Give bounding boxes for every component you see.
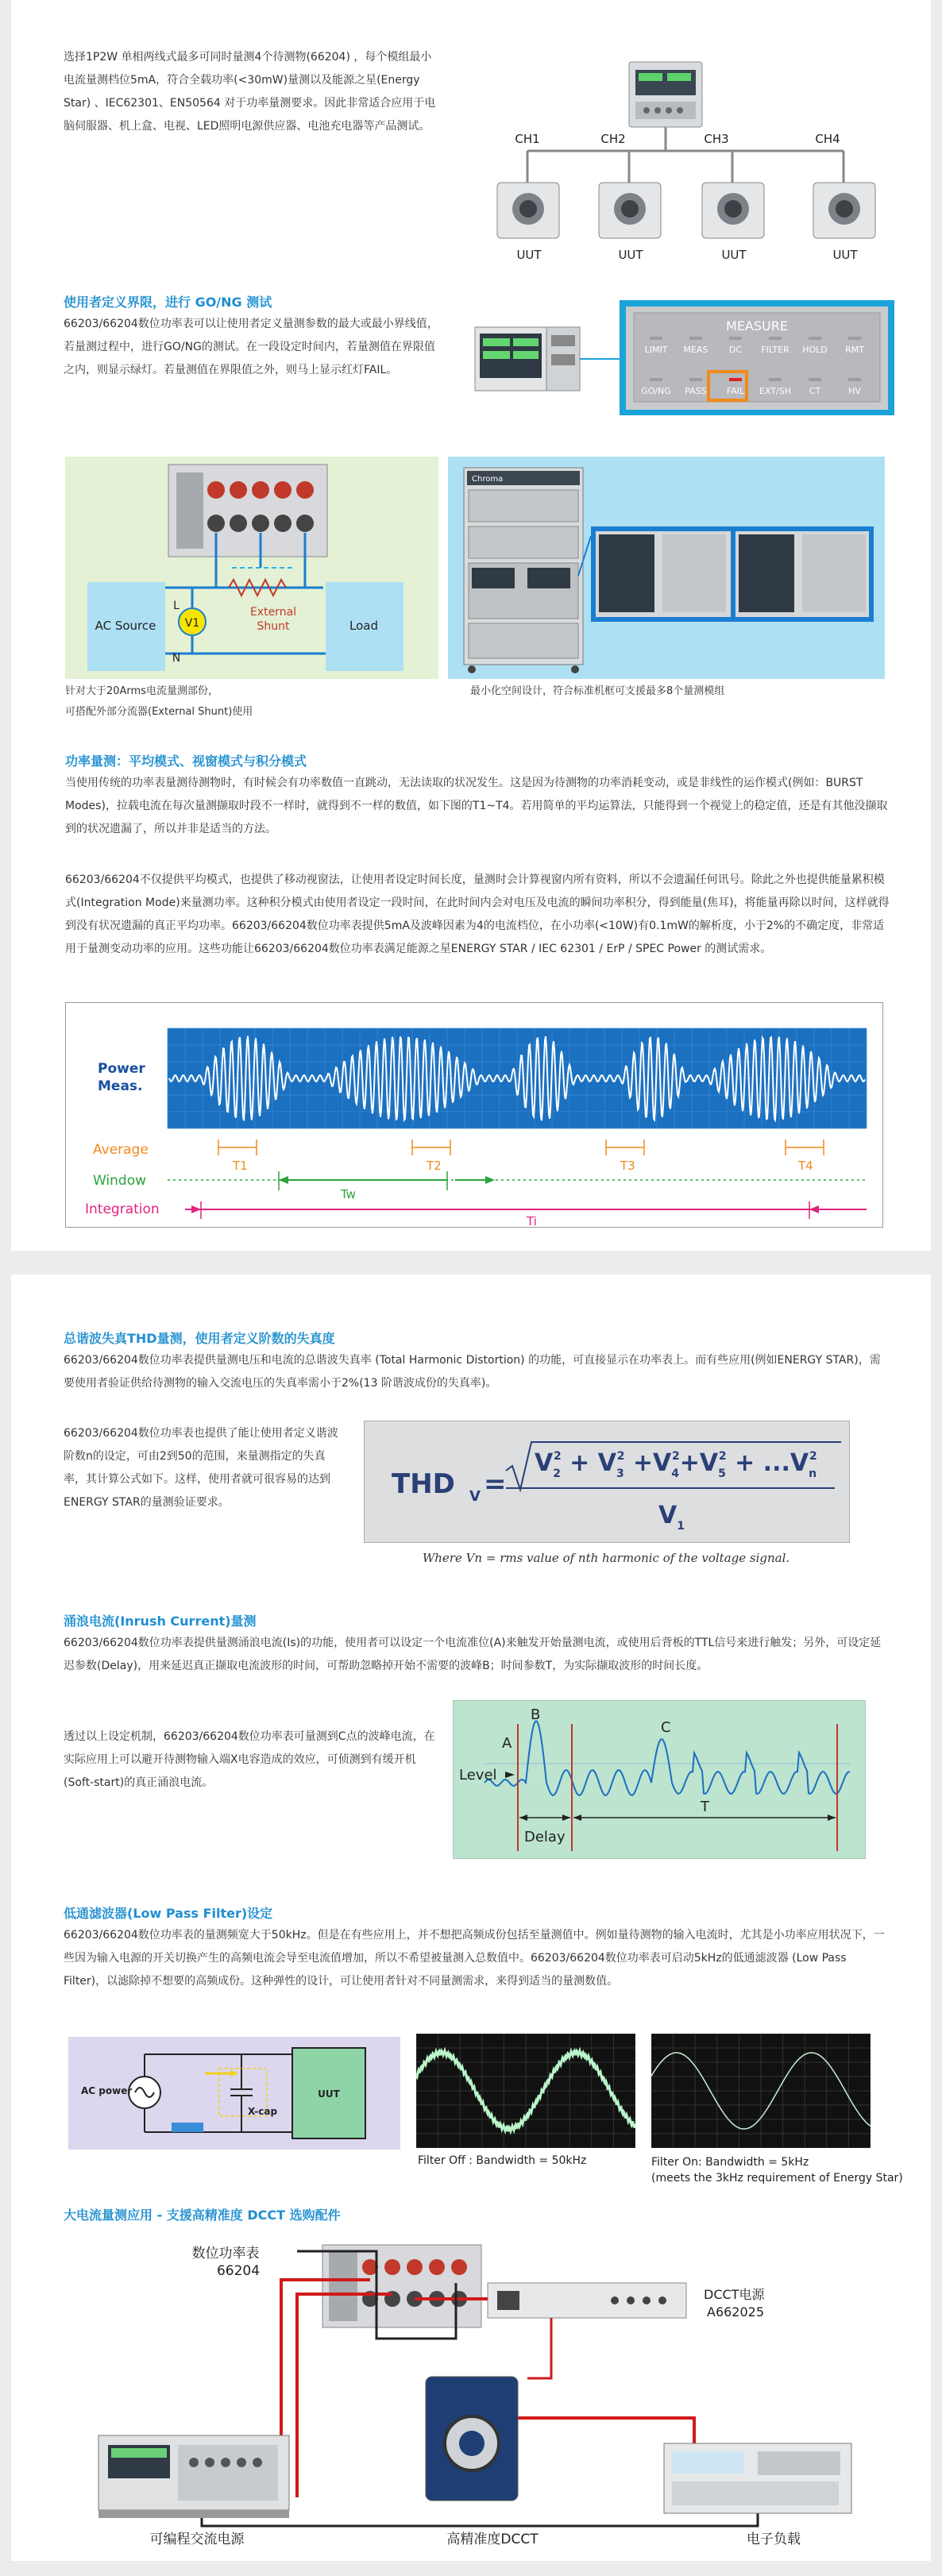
- measure-indicator-label: FAIL: [726, 386, 745, 396]
- multi-channel-diagram: [480, 56, 893, 270]
- measure-indicator-label: EXT/SH: [759, 386, 791, 396]
- thd-formula-note: Where Vn = rms value of nth harmonic of the voltage signal.: [422, 1551, 790, 1565]
- filter-off-scope: [416, 2034, 635, 2148]
- external-shunt-label: External: [249, 606, 297, 619]
- meter-label: 数位功率表: [191, 2246, 260, 2262]
- filter-on-caption: [651, 2154, 903, 2186]
- lpf-circuit-diagram: [68, 2037, 400, 2150]
- measure-indicator-label: FILTER: [761, 345, 790, 355]
- uut-circuit-label: UUT: [318, 2088, 340, 2100]
- measure-led: [689, 378, 702, 381]
- filter-on-caption-line: (meets the 3kHz requirement of Energy Star): [651, 2172, 903, 2185]
- measure-led: [689, 337, 702, 340]
- uut-device-image: [702, 183, 764, 238]
- measure-indicator-label: PASS: [685, 386, 707, 396]
- rack-caption: 最小化空间设计，符合标准机框可支援最多8个量测模组: [470, 685, 725, 697]
- thd-formula-box: [364, 1421, 850, 1543]
- inrush-side-text: 透过以上设定机制，66203/66204数位功率表可量测到C点的波峰电流，在实际应用上可以避开待测物输入端X电容造成的效应，可侦测到有缓开机(Soft-start)的真正涌浪电流。: [64, 1730, 435, 1789]
- measure-indicator-label: HV: [848, 386, 861, 396]
- rack-brand: Chroma: [472, 475, 504, 484]
- inrush-heading: 涌浪电流(Inrush Current)量测: [64, 1614, 257, 1629]
- measure-title: MEASURE: [726, 318, 788, 334]
- load-caption: 电子负载: [747, 2532, 801, 2547]
- t2-label: T2: [427, 1159, 442, 1173]
- power-meas-label: Meas.: [98, 1078, 143, 1094]
- power-modes-heading: 功率量测：平均模式、视窗模式与积分模式: [65, 754, 307, 769]
- svg-text:V1: $V_1$: [658, 1502, 685, 1533]
- measure-led: [848, 337, 861, 340]
- window-label: Window: [93, 1173, 147, 1189]
- ac-source-caption: 可编程交流电源: [149, 2532, 245, 2547]
- dcct-power-label: DCCT电源: [704, 2287, 765, 2302]
- measure-led: [769, 378, 782, 381]
- measure-led: [848, 378, 861, 381]
- measure-indicator-label: CT: [809, 386, 821, 396]
- inrush-a-label: A: [502, 1735, 512, 1752]
- measure-indicator-label: RMT: [845, 345, 864, 355]
- svg-text:=: =: [484, 1468, 507, 1500]
- measure-led: [769, 337, 782, 340]
- integration-label: Integration: [85, 1201, 160, 1217]
- thd-side-text: 66203/66204数位功率表也提供了能让使用者定义谐波阶数n的设定，可由2到50的范围，来量测指定的失真率，其计算公式如下。这样，使用者就可很容易的达到ENERGY STAR的量测验证要求。: [64, 1427, 338, 1509]
- ac-source-label: AC Source: [95, 619, 156, 633]
- shunt-caption-line: 针对大于20Arms电流量测部份，: [65, 685, 218, 697]
- measure-indicator-label: DC: [728, 345, 743, 355]
- average-label: Average: [93, 1142, 149, 1158]
- inrush-b-label: B: [531, 1706, 541, 1723]
- external-shunt-label: Shunt: [257, 620, 290, 633]
- page-two: [11, 1275, 931, 2561]
- formula-subscript: V: [469, 1488, 481, 1505]
- thd-formula: [365, 1421, 849, 1542]
- page-one: [11, 0, 931, 1251]
- power-mode-timing-diagram: [65, 1002, 883, 1228]
- uut-label: UUT: [832, 248, 858, 262]
- shunt-caption-line: 可搭配外部分流器(External Shunt)使用: [65, 706, 253, 718]
- uut-device-image: [813, 183, 875, 238]
- inrush-c-label: C: [661, 1719, 671, 1736]
- x-cap-label: X-cap: [248, 2106, 278, 2117]
- tw-label: Tw: [341, 1187, 356, 1201]
- measure-led: [809, 337, 821, 340]
- line-l-label: L: [173, 600, 180, 612]
- rack-diagram: [448, 457, 885, 679]
- external-shunt-diagram: [65, 457, 438, 679]
- thd-para: 66203/66204数位功率表提供量测电压和电流的总谐波失真率 (Total Harmonic Distortion) 的功能，可直接显示在功率表上。而有些应用(例如ENERGY STAR)，需要使用者验证供给待测物的输入交流电压的失真率需小于2%(13 阶谐波成份的失真率)。: [64, 1354, 881, 1390]
- shunt-caption: [65, 681, 253, 723]
- ac-power-label: AC power: [81, 2085, 133, 2096]
- go-ng-text: 66203/66204数位功率表可以让使用者定义量测参数的最大或最小界线值，若量测过程中，进行GO/NG的测试。在一段设定时间内，若量测值在界限值之内，则显示绿灯。若量测值在界限值之外，则马上显示红灯FAIL。: [64, 318, 438, 376]
- inrush-diagram: [453, 1700, 866, 1859]
- svg-text:V22 + V32 +V42+V52 + ...Vn2: $V_22 + V_32 +V_42+V_52 + ...V_n2$: [535, 1449, 817, 1480]
- measure-led: [729, 378, 742, 381]
- formula-lhs: THD: [392, 1468, 455, 1500]
- meter-model-label: 66204: [216, 2263, 261, 2279]
- measure-led: [729, 337, 742, 340]
- inrush-t-label: T: [701, 1799, 709, 1815]
- measure-indicator-label: HOLD: [802, 345, 828, 355]
- lpf-heading: 低通滤波器(Low Pass Filter)设定: [64, 1906, 273, 1921]
- lpf-para: 66203/66204数位功率表的量测频宽大于50kHz。但是在有些应用上，并不想把高频成份包括至量测值中。例如量待测物的输入电流时，尤其是小功率应用状况下，一些因为输入电源的开关切换产生的高频电流会导至电流值增加，所以不希望被量测入总数值中。66203/66204数位功率表可启动5kHz的低通滤波器 (Low Pass Filter)，以滤除掉不想要的高频成份。这种弹性的设计，可让使用者针对不同量测需求，来得到适当的量测数值。: [64, 1929, 885, 1988]
- measure-indicator-label: LIMIT: [644, 345, 668, 355]
- channel-label: CH2: [600, 132, 626, 146]
- measure-indicator-label: MEAS: [683, 345, 708, 355]
- intro-text: 选择1P2W 单相两线式最多可同时量测4个待测物(66204) ，每个模组最小电流量测档位5mA，符合全载功率(<30mW)量测以及能源之星(Energy Star) 、IEC62301、EN50564 对于功率量测要求。因此非常适合应用于电脑伺服器、机上盒、电视、LED照明电源供应器、电池充电器等产品测试。: [64, 51, 436, 133]
- thd-heading: 总谐波失真THD量测，使用者定义阶数的失真度: [64, 1331, 335, 1346]
- go-ng-heading: 使用者定义界限，进行 GO/NG 测试: [64, 295, 272, 310]
- v1-label: V1: [184, 617, 200, 630]
- measure-led: [809, 378, 821, 381]
- power-meter-image: [629, 62, 702, 127]
- ti-label: Ti: [527, 1214, 537, 1228]
- t4-label: T4: [798, 1159, 813, 1173]
- uut-label: UUT: [721, 248, 747, 262]
- filter-off-caption: Filter Off : Bandwidth = 50kHz: [418, 2154, 587, 2167]
- inrush-level-label: Level: [459, 1767, 497, 1784]
- t3-label: T3: [620, 1159, 635, 1173]
- uut-label: UUT: [516, 248, 542, 262]
- t1-label: T1: [233, 1159, 248, 1173]
- dcct-caption: 高精准度DCCT: [446, 2532, 539, 2547]
- uut-device-image: [599, 183, 661, 238]
- channel-label: CH1: [515, 132, 540, 146]
- dcct-setup-diagram: [59, 2235, 901, 2553]
- uut-device-image: [497, 183, 559, 238]
- power-modes-para2: 66203/66204不仅提供平均模式，也提供了移动视窗法，让使用者设定时间长度，量测时会计算视窗内所有资料，所以不会遗漏任何讯号。除此之外也提供能量累积模式(Integration Mode)来量测功率。这种积分模式由使用者设定一段时间，在此时间内会对电压及电流的瞬间功率积分，得到能量(焦耳)，将能量再除以时间，这样就得到没有状况遗漏的真正平均功率。66203/66204数位功率表提供5mA及波峰因素为4的电流档位，在小功率(<10W)有0.1mW的解析度，小于2%的不确定度，非常适用于量测变动功率的应用。这些功能让66203/66204数位功率表满足能源之星ENERGY STAR / IEC 62301 / ErP / SPEC Power 的测试需求。: [65, 873, 890, 955]
- measure-panel-diagram: [469, 295, 898, 418]
- line-n-label: N: [172, 652, 181, 665]
- dcct-heading: 大电流量测应用 - 支援高精准度 DCCT 选购配件: [64, 2208, 341, 2223]
- inrush-delay-label: Delay: [524, 1829, 566, 1845]
- filter-on-scope: [651, 2034, 871, 2148]
- filter-on-caption-line: Filter On: Bandwidth = 5kHz: [651, 2156, 809, 2169]
- power-modes-para1: 当使用传统的功率表量测待测物时，有时候会有功率数值一直跳动，无法读取的状况发生。这是因为待测物的功率消耗变动，或是非线性的运作模式(例如：BURST Modes)，拉载电流在每次量测撷取时段不一样时，就得到不一样的数值，如下图的T1~T4。若用简单的平均运算法，只能得到一个视觉上的稳定值，还是有其他没撷取到的状况遗漏了，所以并非是适当的方法。: [65, 777, 888, 835]
- inrush-para: 66203/66204数位功率表提供量测涌浪电流(Is)的功能，使用者可以设定一个电流准位(A)来触发开始量测电流，或使用后背板的TTL信号来进行触发；另外，可设定延迟参数(Delay)，用来延迟真正撷取电流波形的时间，可帮助忽略掉开始不需要的波峰B；时间参数T，为实际撷取波形的时间长度。: [64, 1637, 882, 1672]
- load-label: Load: [349, 619, 378, 633]
- measure-led: [650, 337, 662, 340]
- dcct-power-model: A662025: [707, 2304, 765, 2320]
- channel-label: CH3: [704, 132, 729, 146]
- uut-label: UUT: [618, 248, 643, 262]
- channel-label: CH4: [815, 132, 840, 146]
- power-meas-label: Power: [98, 1061, 145, 1077]
- measure-led: [650, 378, 662, 381]
- measure-indicator-label: GO/NG: [641, 386, 671, 396]
